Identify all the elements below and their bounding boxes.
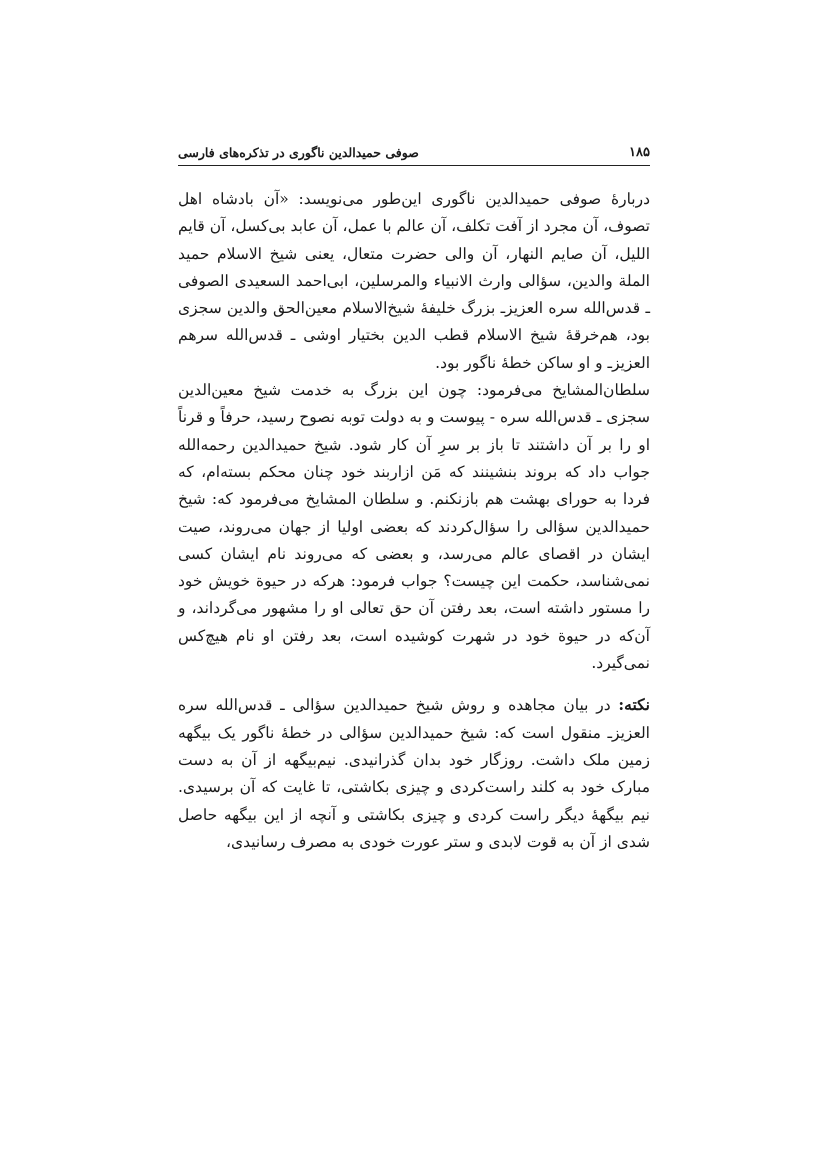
paragraph-1-text: دربارهٔ صوفی حمیدالدین ناگوری این‌طور می‌نویسد: «آن بادشاه اهل تصوف، آن مجرد از آفت تکلف، آن عالم با عمل، آن عابد بی‌کسل، آن قایم اللیل، آن صایم النهار، آن والی حضرت متعال، یعنی شیخ الاسلام حمید الملة والدین، سؤالی وارث الانبیاء والمرسلین، ابی‌احمد السعیدی الصوفی ـ قدس‌الله سره العزیزـ بزرگ خلیفهٔ شیخ‌الاسلام معین‌الحق والدین سجزی بود، هم‌خرقهٔ شیخ الاسلام قطب الدین بختیار اوشی ـ قدس‌الله سرهم العزیزـ و او ساکن خطهٔ ناگور بود. (178, 190, 650, 372)
body-text (178, 186, 650, 856)
note-lead: نکته: (618, 695, 650, 715)
paragraph-2 (178, 377, 650, 677)
paragraph-3-text: در بیان مجاهده و روش شیخ حمیدالدین سؤالی ـ قدس‌الله سره العزیزـ منقول است که: شیخ حمیدالدین سؤالی در خطهٔ ناگور یک بیگهه زمین ملک داشت. روزگار خود بدان گذرانیدی. نیم‌بیگهه از آن به دست مبارک خود به کلند راست‌کردی و چیزی بکاشتی، تا غایت که آن برسیدی. نیم بیگههٔ دیگر راست کردی و چیزی بکاشتی و آنچه از این بیگهه حاصل شدی از آن به قوت لابدی و ستر عورت خودی به مصرف رسانیدی، (178, 696, 650, 851)
paragraph-2-text: سلطان‌المشایخ می‌فرمود: چون این بزرگ به خدمت شیخ معین‌الدین سجزی ـ قدس‌الله سره - پیوست و به دولت توبه نصوح رسید، حرفاً و قرناً او را بر آن داشتند تا باز بر سرِ آن کار شود. شیخ حمیدالدین رحمه‌الله جواب داد که بروند بنشینند که مَن ازاربند خود چنان محکم بسته‌ام، که فردا به حورای بهشت هم بازنکنم. و سلطان المشایخ می‌فرمود که: شیخ حمیدالدین سؤالی را سؤال‌کردند که بعضی اولیا از جهان می‌روند، صیت ایشان در اقصای عالم می‌رسد، و بعضی که می‌روند نام ایشان کسی نمی‌شناسد، حکمت این چیست؟ جواب فرمود: هرکه در حیوة خویش خود را مستور داشته است، بعد رفتن آن حق تعالی او را مشهور می‌گرداند، و آن‌که در حیوة خود در شهرت کوشیده است، بعد رفتن او نام هیچ‌کس نمی‌گیرد. (178, 381, 650, 673)
header-divider (178, 165, 650, 166)
page-number: ۱۸۵ (629, 145, 650, 160)
running-title: صوفی حمیدالدین ناگوری در تذکره‌های فارسی (178, 145, 419, 160)
page-header (178, 143, 650, 165)
paragraph-1 (178, 186, 650, 377)
paragraph-3 (178, 691, 650, 856)
